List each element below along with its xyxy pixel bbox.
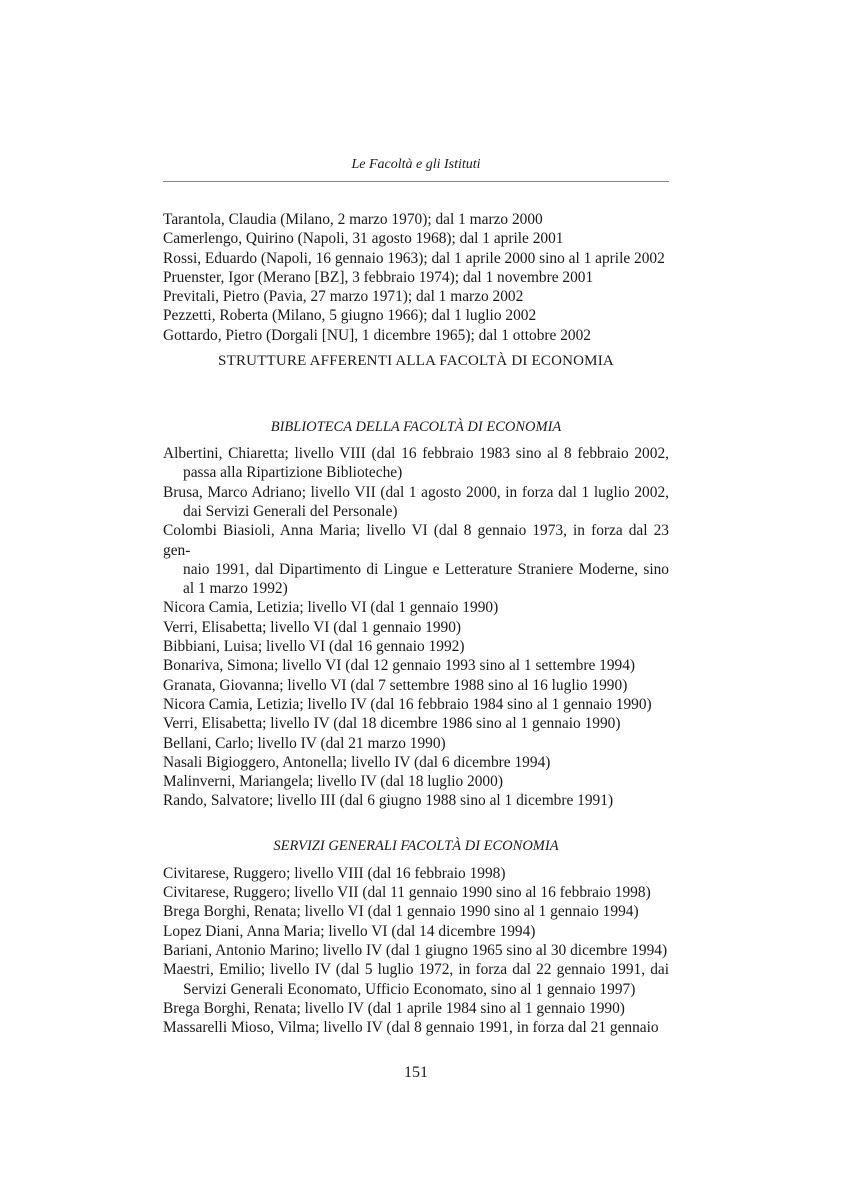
entry-line: Albertini, Chiaretta; livello VIII (dal 16 febbraio 1983 sino al 8 febbraio 2002, [163, 445, 669, 463]
entry-line: Camerlengo, Quirino (Napoli, 31 agosto 1968); dal 1 aprile 2001 [163, 230, 564, 248]
list-entry [163, 306, 669, 325]
entry-line: Civitarese, Ruggero; livello VII (dal 11 gennaio 1990 sino al 16 febbraio 1998) [163, 884, 651, 902]
list-entry [163, 695, 669, 714]
entry-line: Brega Borghi, Renata; livello IV (dal 1 aprile 1984 sino al 1 gennaio 1990) [163, 999, 625, 1017]
entry-line: Bonariva, Simona; livello VI (dal 12 gennaio 1993 sino al 1 settembre 1994) [163, 657, 636, 675]
entry-line: Verri, Elisabetta; livello VI (dal 1 gennaio 1990) [163, 618, 462, 636]
entry-line: Rossi, Eduardo (Napoli, 16 gennaio 1963); dal 1 aprile 2000 sino al 1 aprile 2002 [163, 249, 665, 267]
list-entry [163, 444, 669, 483]
list-entry [163, 618, 669, 637]
list-entry [163, 902, 669, 921]
list-entry [163, 483, 669, 522]
list-entry [163, 772, 669, 791]
list-entry [163, 598, 669, 617]
entry-line: Brusa, Marco Adriano; livello VII (dal 1 agosto 2000, in forza dal 1 luglio 2002, [163, 483, 669, 501]
entry-line: Malinverni, Mariangela; livello IV (dal 18 luglio 2000) [163, 773, 503, 791]
entry-line: Tarantola, Claudia (Milano, 2 marzo 1970); dal 1 marzo 2000 [163, 211, 543, 228]
entry-line: Lopez Diani, Anna Maria; livello VI (dal 14 dicembre 1994) [163, 922, 536, 940]
entry-line: Nicora Camia, Letizia; livello IV (dal 16 febbraio 1984 sino al 1 gennaio 1990) [163, 695, 652, 713]
list-entry [163, 656, 669, 675]
biblioteca-list [163, 444, 669, 811]
list-entry [163, 268, 669, 287]
entry-line: Pruenster, Igor (Merano [BZ], 3 febbraio 1974); dal 1 novembre 2001 [163, 268, 594, 286]
list-entry [163, 676, 669, 695]
entry-line: Maestri, Emilio; livello IV (dal 5 luglio 1972, in forza dal 22 gennaio 1991, dai [163, 961, 669, 979]
list-entry [163, 229, 669, 248]
running-head: Le Facoltà e gli Istituti [351, 157, 481, 172]
servizi-title: SERVIZI GENERALI FACOLTÀ DI ECONOMIA [273, 837, 559, 854]
entry-line: Previtali, Pietro (Pavia, 27 marzo 1971); dal 1 marzo 2002 [163, 288, 524, 306]
entry-line: Verri, Elisabetta; livello IV (dal 18 dicembre 1986 sino al 1 gennaio 1990) [163, 715, 621, 733]
page-number: 151 [404, 1064, 428, 1082]
entry-line: dai Servizi Generali del Personale) [183, 502, 398, 520]
header-rule [163, 181, 669, 182]
list-entry [163, 521, 669, 598]
entry-line: Bellani, Carlo; livello IV (dal 21 marzo 1990) [163, 734, 446, 752]
entry-line: Civitarese, Ruggero; livello VIII (dal 16 febbraio 1998) [163, 864, 506, 882]
entry-line: Gottardo, Pietro (Dorgali [NU], 1 dicembre 1965); dal 1 ottobre 2002 [163, 326, 591, 344]
list-entry [163, 941, 669, 960]
list-entry [163, 326, 669, 345]
list-entry [163, 287, 669, 306]
entry-line: Massarelli Mioso, Vilma; livello IV (dal 8 gennaio 1991, in forza dal 21 gennaio [163, 1019, 659, 1037]
list-entry [163, 883, 669, 902]
list-entry [163, 864, 669, 883]
list-entry [163, 249, 669, 268]
entry-line: Nasali Bigioggero, Antonella; livello IV (dal 6 dicembre 1994) [163, 753, 551, 771]
list-entry [163, 1018, 669, 1037]
list-entry [163, 791, 669, 810]
servizi-list [163, 864, 669, 1038]
entry-line: Granata, Giovanna; livello VI (dal 7 settembre 1988 sino al 16 luglio 1990) [163, 676, 628, 694]
list-entry [163, 210, 669, 229]
biblioteca-title: BIBLIOTECA DELLA FACOLTÀ DI ECONOMIA [270, 419, 562, 436]
entry-line: naio 1991, dal Dipartimento di Lingue e Letterature Straniere Moderne, sino [183, 560, 669, 578]
list-entry [163, 960, 669, 999]
entry-line: Nicora Camia, Letizia; livello VI (dal 1 gennaio 1990) [163, 599, 499, 617]
entry-line: Colombi Biasioli, Anna Maria; livello VI (dal 8 gennaio 1973, in forza dal 23 gen- [163, 522, 669, 559]
list-entry [163, 753, 669, 772]
list-entry [163, 922, 669, 941]
entry-line: al 1 marzo 1992) [183, 580, 288, 598]
entry-line: Servizi Generali Economato, Ufficio Economato, sino al 1 gennaio 1997) [183, 980, 636, 998]
entry-line: Rando, Salvatore; livello III (dal 6 giugno 1988 sino al 1 dicembre 1991) [163, 792, 614, 810]
section-title: STRUTTURE AFFERENTI ALLA FACOLTÀ DI ECONOMIA [218, 353, 614, 370]
entry-line: Bibbiani, Luisa; livello VI (dal 16 gennaio 1992) [163, 638, 465, 656]
list-entry [163, 714, 669, 733]
page-column [163, 156, 669, 1083]
entry-line: Brega Borghi, Renata; livello VI (dal 1 gennaio 1990 sino al 1 gennaio 1994) [163, 903, 639, 921]
list-entry [163, 637, 669, 656]
entry-line: Bariani, Antonio Marino; livello IV (dal 1 giugno 1965 sino al 30 dicembre 1994) [163, 941, 668, 959]
entry-line: passa alla Ripartizione Biblioteche) [183, 464, 403, 482]
intro-list [163, 210, 669, 345]
list-entry [163, 999, 669, 1018]
entry-line: Pezzetti, Roberta (Milano, 5 giugno 1966); dal 1 luglio 2002 [163, 307, 537, 325]
list-entry [163, 734, 669, 753]
